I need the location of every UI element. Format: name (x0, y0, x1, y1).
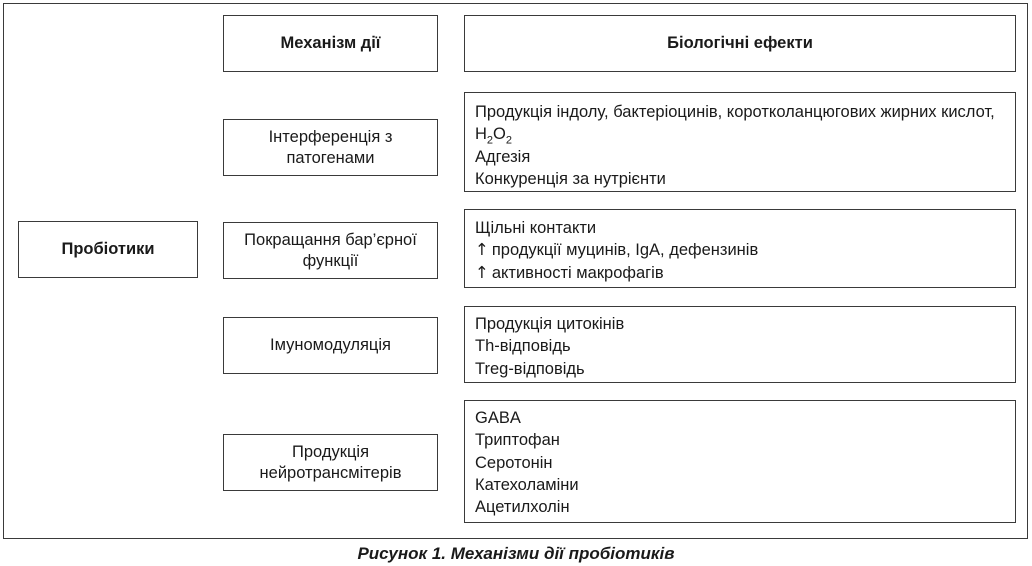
effect-text: Продукція індолу, бактеріоцинів, коротколанцюгових жирних кислот, H (475, 103, 995, 144)
effect-item: Th-відповідь (475, 337, 571, 356)
header-effects (464, 15, 1016, 72)
header-effects-label: Біологічні ефекти (667, 34, 813, 52)
effect-line-production (475, 101, 1005, 146)
mechanism-box-immunomodulation (223, 317, 438, 374)
effect-subscript: 2 (505, 134, 513, 147)
effect-item: Treg-відповідь (475, 359, 585, 378)
mechanism-label: Покращання бар’єрної функції (244, 230, 417, 270)
mechanism-box-barrier (223, 222, 438, 279)
header-mechanism (223, 15, 438, 72)
effect-item: Серотонін (475, 453, 553, 472)
effects-box-barrier (464, 209, 1016, 288)
figure-caption: Рисунок 1. Механізми дії пробіотиків (357, 544, 675, 563)
mechanism-label: Інтерференція з патогенами (268, 127, 393, 167)
effect-item: Адгезія (475, 147, 531, 166)
effects-box-neurotransmitters (464, 400, 1016, 523)
effect-item: GABA (475, 409, 521, 427)
effects-box-interference (464, 92, 1016, 192)
effect-item-increase (475, 262, 1005, 284)
effect-item: Конкуренція за нутрієнти (475, 169, 666, 188)
effect-subscript: 2 (486, 134, 494, 147)
mechanism-box-neurotransmitters (223, 434, 438, 491)
header-mechanism-label: Механізм дії (280, 34, 381, 52)
mechanism-label: Продукція нейротрансмітерів (259, 442, 402, 482)
effect-text: продукції муцинів, IgA, дефензинів (491, 241, 759, 260)
root-label: Пробіотики (61, 240, 155, 258)
arrow-up-icon: ↑ (475, 240, 489, 260)
effect-item: Ацетилхолін (475, 498, 570, 517)
effect-item: Триптофан (475, 431, 560, 450)
mechanism-box-interference (223, 119, 438, 176)
effect-text: O (493, 125, 506, 144)
effect-text: активності макрофагів (491, 263, 664, 282)
root-box-probiotics (18, 221, 198, 278)
effect-item-increase (475, 239, 1005, 261)
effects-box-immunomodulation (464, 306, 1016, 383)
effect-item: Катехоламіни (475, 475, 579, 494)
arrow-up-icon: ↑ (475, 262, 489, 282)
mechanism-label: Імуномодуляція (270, 336, 391, 354)
effect-item: Щільні контакти (475, 219, 597, 237)
effect-item: Продукція цитокінів (475, 315, 625, 333)
